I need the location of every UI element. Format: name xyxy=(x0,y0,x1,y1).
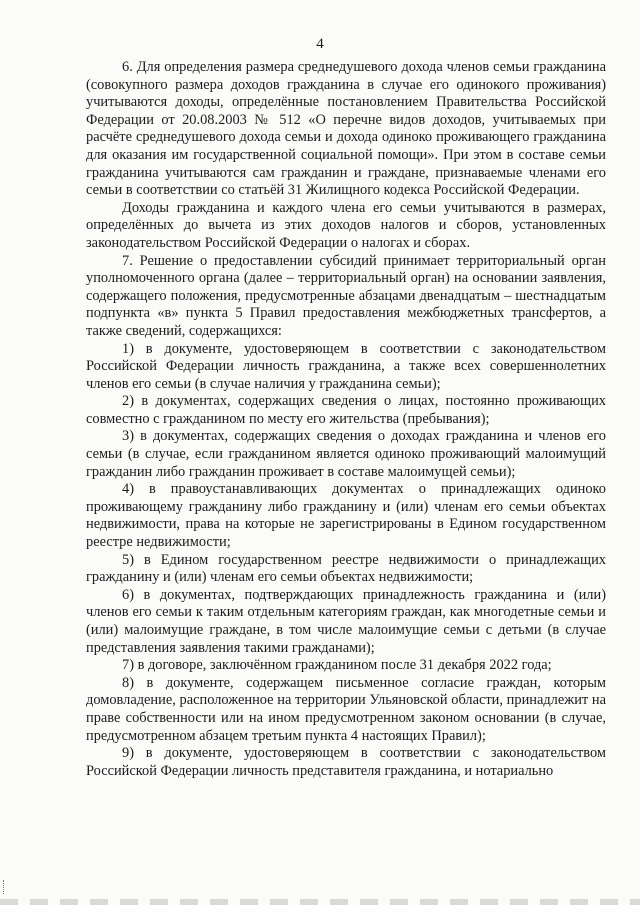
page-number: 4 xyxy=(316,36,324,52)
list-item-3: 3) в документах, содержащих сведения о доходах гражданина и членов его семьи (в случае, если гражданином является одиноко проживающий малоимущий гражданин либо гражданин проживает в составе малоимущей семьи); xyxy=(86,428,606,480)
list-item-7: 7) в договоре, заключённом гражданином после 31 декабря 2022 года; xyxy=(122,657,552,674)
list-item-2: 2) в документах, содержащих сведения о лицах, постоянно проживающих совместно с гражданином по месту его жительства (пребывания); xyxy=(86,393,606,427)
paragraph-7-subsidy-decision: 7. Решение о предоставлении субсидий принимает территориальный орган уполномоченного органа (далее – территориальный орган) на основании заявления, содержащего положения, предусмотренные абзацами двенадцатым – шестнадцатым подпункта «в» пункта 5 Правил предоставления межбюджетных трансфертов, а также сведений, содержащихся: xyxy=(86,252,606,339)
scan-edge-mark xyxy=(3,880,8,894)
list-item-1: 1) в документе, удостоверяющем в соответствии с законодательством Российской Федерации личность гражданина, а также всех совершеннолетних членов его семьи (в случае наличия у гражданина семьи); xyxy=(86,340,606,392)
paragraph-6-income-rules: 6. Для определения размера среднедушевого дохода членов семьи гражданина (совокупного размера доходов гражданина в случае его одинокого проживания) учитываются доходы, определённые постановлением Правительства Российской Федерации от 20.08.2003 № 512 «О перечне видов доходов, учитываемых при расчёте среднедушевого дохода семьи и дохода одиноко проживающего гражданина для оказания им государственной социальной помощи». При этом в составе семьи гражданина учитываются сам гражданин и граждане, признаваемые членами его семьи в соответствии со статьёй 31 Жилищного кодекса Российской Федерации. xyxy=(86,59,606,199)
document-body xyxy=(86,59,606,780)
list-item-9: 9) в документе, удостоверяющем в соответствии с законодательством Российской Федерации личность представителя гражданина, и нотариально xyxy=(86,745,606,779)
list-item-8: 8) в документе, содержащем письменное согласие граждан, которым домовладение, расположенное на территории Ульяновской области, принадлежит на праве собственности или на ином предусмотренном законом основании (в случае, предусмотренном абзацем третьим пункта 4 настоящих Правил); xyxy=(86,674,606,744)
paragraph-income-before-tax: Доходы гражданина и каждого члена его семьи учитываются в размерах, определённых до вычета из этих доходов налогов и сборов, установленных законодательством Российской Федерации о налогах и сборах. xyxy=(86,199,606,251)
list-item-6: 6) в документах, подтверждающих принадлежность гражданина и (или) членов его семьи к таким отдельным категориям граждан, как многодетные семьи и (или) малоимущие граждане, в том числе малоимущие семьи с детьми (в случае представления заявления такими гражданами); xyxy=(86,586,606,656)
list-item-4: 4) в правоустанавливающих документах о принадлежащих одиноко проживающему гражданину либо гражданину и (или) членам его семьи объектах недвижимости, права на которые не зарегистрированы в Едином государственном реестре недвижимости; xyxy=(86,481,606,551)
list-item-5: 5) в Едином государственном реестре недвижимости о принадлежащих гражданину и (или) членам его семьи объектах недвижимости; xyxy=(86,551,606,586)
scan-bottom-edge xyxy=(0,899,640,905)
